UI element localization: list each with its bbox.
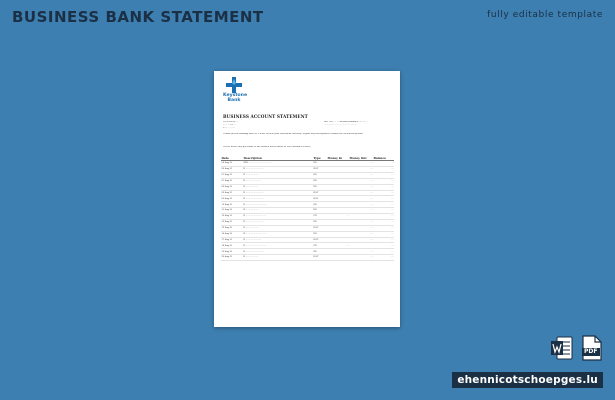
- bank-name: Keystone Bank: [223, 93, 248, 103]
- tx-money-in: ...: [327, 243, 349, 249]
- tx-type: DD: [313, 172, 327, 178]
- tx-date: 05 Aug 21: [221, 178, 243, 184]
- tx-date: 13 Aug 21: [221, 225, 243, 231]
- tx-balance: ...: [373, 167, 394, 173]
- tx-date: 20 Aug 21: [221, 255, 243, 261]
- tx-type: BGC: [313, 196, 327, 202]
- pdf-label: PDF: [584, 348, 598, 355]
- tx-description: B ... ... ... ... ... ... ...: [243, 190, 313, 196]
- tx-balance: ...: [373, 172, 394, 178]
- statement-title: BUSINESS ACCOUNT STATEMENT: [223, 114, 308, 119]
- tx-money-out: ...: [349, 184, 373, 190]
- watermark-url: ehennicotschoepges.lu: [452, 372, 603, 388]
- tx-date: 06 Aug 21: [221, 190, 243, 196]
- tx-description: B ... ... ... ... ... ...: [243, 237, 313, 243]
- word-icon[interactable]: [551, 335, 573, 361]
- tx-date: 19 Aug 21: [221, 249, 243, 255]
- page-title: BUSINESS BANK STATEMENT: [12, 8, 264, 26]
- tx-description: B ... ... ... ... ... ... ... ...: [243, 243, 313, 249]
- statement-note-2: Please direct any questions to the branch listed above or call customer service.: [223, 146, 312, 148]
- col-balance: Balance: [373, 155, 394, 161]
- tx-type: CR: [313, 243, 327, 249]
- tx-date: 11 Aug 21: [221, 208, 243, 214]
- tx-balance: ...: [373, 225, 394, 231]
- tx-balance: ...: [373, 214, 394, 220]
- tx-description: B ... ... ... ... ... ... ... ...: [243, 214, 313, 220]
- tx-money-out: ...: [349, 249, 373, 255]
- tx-date: 18 Aug 21: [221, 243, 243, 249]
- tx-money-out: ...: [349, 161, 373, 167]
- col-date: Date: [221, 155, 243, 161]
- keystone-logo-icon: [226, 77, 242, 93]
- tx-date: 16 Aug 21: [221, 231, 243, 237]
- account-line: ... ...... ... ... ... ... ... ... ... ... ...: [324, 123, 356, 126]
- tx-type: BGC: [313, 167, 327, 173]
- tx-money-in: [327, 255, 349, 261]
- tx-money-out: ...: [349, 167, 373, 173]
- tx-type: DD: [313, 249, 327, 255]
- col-type: Type: [313, 155, 327, 161]
- tx-balance: ...: [373, 219, 394, 225]
- tx-date: 09 Aug 21: [221, 196, 243, 202]
- tx-type: BGC: [313, 255, 327, 261]
- tx-money-out: ...: [349, 255, 373, 261]
- bank-logo: [223, 77, 248, 103]
- tx-description: B ... ... ... ... ... ... ... ...: [243, 202, 313, 208]
- tx-balance: ...: [373, 190, 394, 196]
- col-description: Description: [243, 155, 313, 161]
- tx-type: BGC: [313, 237, 327, 243]
- pdf-icon[interactable]: [581, 335, 603, 361]
- tx-balance: ...: [373, 184, 394, 190]
- col-money-in: Money In: [327, 155, 349, 161]
- tx-date: 17 Aug 21: [221, 237, 243, 243]
- col-money-out: Money Out: [349, 155, 373, 161]
- tx-description: STO ... ... ... ... ... ... ... ... ...: [243, 161, 313, 167]
- tx-date: 04 Aug 21: [221, 167, 243, 173]
- tx-money-out: ...: [349, 225, 373, 231]
- tx-description: B ... ... ... ... ... ... ... ...: [243, 231, 313, 237]
- tx-balance: ...: [373, 249, 394, 255]
- tx-description: B ... ... ... ... ...: [243, 255, 313, 261]
- tx-type: DD: [313, 208, 327, 214]
- statement-note: Thank you for banking with us. Please review your statement carefully. Report any discrepancies within the statement period.: [223, 133, 364, 135]
- tx-description: B ... ... ... ... ... ... ...: [243, 219, 313, 225]
- tx-description: B ... ... ... ... ... ... ...: [243, 249, 313, 255]
- format-icons: [551, 335, 603, 361]
- tx-money-out: ...: [349, 190, 373, 196]
- tx-description: B ... ... ... ... ... ... ...: [243, 196, 313, 202]
- tx-money-out: ...: [349, 208, 373, 214]
- tx-money-out: ...: [349, 231, 373, 237]
- tx-date: 12 Aug 21: [221, 214, 243, 220]
- page-subtitle: fully editable template: [487, 10, 603, 20]
- tx-description: B ... ... ... ... ...: [243, 208, 313, 214]
- tx-date: 10 Aug 21: [221, 202, 243, 208]
- tx-balance: ...: [373, 161, 394, 167]
- tx-description: B ... ... ... ... ...: [243, 225, 313, 231]
- tx-money-out: ...: [349, 172, 373, 178]
- tx-money-out: ...: [349, 178, 373, 184]
- tx-date: 04 Aug 21: [221, 161, 243, 167]
- tx-type: CR: [313, 214, 327, 220]
- tx-type: DD: [313, 178, 327, 184]
- tx-balance: ...: [373, 202, 394, 208]
- tx-money-out: ...: [349, 196, 373, 202]
- customer-address: [223, 121, 283, 129]
- tx-money-out: ...: [349, 219, 373, 225]
- address-line: BUSINESS ...: [223, 121, 239, 123]
- tx-description: B ... ... ... ... ...: [243, 172, 313, 178]
- tx-balance: ...: [373, 178, 394, 184]
- tx-date: 05 Aug 21: [221, 172, 243, 178]
- tx-type: DD: [313, 219, 327, 225]
- table-row: [221, 255, 394, 261]
- address-line: L...... ... ....: [223, 126, 235, 129]
- tx-type: DD: [313, 161, 327, 167]
- statement-document: [214, 71, 400, 327]
- tx-description: B ... ... ... ... ...: [243, 184, 313, 190]
- tx-type: DD: [313, 231, 327, 237]
- address-line: 5 ...... ST ...: [223, 123, 236, 126]
- tx-date: 13 Aug 21: [221, 219, 243, 225]
- tx-balance: ...: [373, 231, 394, 237]
- tx-balance: ...: [373, 243, 394, 249]
- tx-type: DD: [313, 184, 327, 190]
- tx-type: BGC: [313, 225, 327, 231]
- tx-description: B ... ... ... ... ... ...: [243, 178, 313, 184]
- transactions-table: [221, 155, 394, 261]
- tx-balance: ...: [373, 255, 394, 261]
- tx-balance: ...: [373, 237, 394, 243]
- tx-date: 06 Aug 21: [221, 184, 243, 190]
- tx-money-out: ...: [349, 237, 373, 243]
- account-details: [324, 121, 394, 127]
- tx-balance: ...: [373, 208, 394, 214]
- tx-type: DD: [313, 202, 327, 208]
- tx-balance: ...: [373, 196, 394, 202]
- tx-description: B ... ... ... ... ... ... ...: [243, 167, 313, 173]
- account-line: Acc. No. ... ... Account number: 1 ...5 ...: [324, 121, 368, 123]
- tx-type: BGC: [313, 190, 327, 196]
- tx-money-out: ...: [349, 202, 373, 208]
- tx-money-in: ...: [327, 214, 349, 220]
